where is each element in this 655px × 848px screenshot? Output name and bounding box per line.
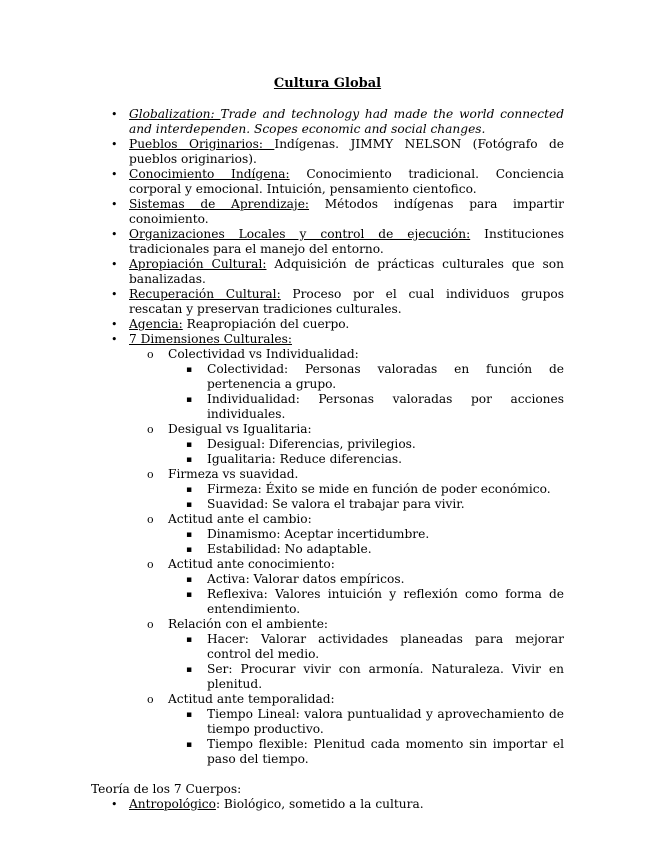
bullet-icon: • (111, 198, 118, 211)
text-agencia: Reapropiación del cuerpo. (182, 317, 350, 331)
dimension-subitem-text: Reflexiva: Valores intuición y reflexión como forma de entendimiento. (207, 587, 564, 616)
square-bullet-icon: ▪ (186, 665, 193, 675)
dimension-label: Actitud ante el cambio: (168, 512, 312, 526)
document-title: Cultura Global (273, 76, 382, 91)
dimension-subitem (0, 482, 655, 497)
dimension-label: Colectividad vs Individualidad: (168, 347, 359, 361)
square-bullet-icon: ▪ (186, 710, 193, 720)
square-bullet-icon: ▪ (186, 455, 193, 465)
dimension-label: Desigual vs Igualitaria: (168, 422, 312, 436)
dimension-subitem (0, 452, 655, 467)
teoria-heading: Teoría de los 7 Cuerpos: (91, 782, 242, 796)
square-bullet-icon: ▪ (186, 545, 193, 555)
dimension-item (0, 692, 655, 707)
list-item-conocimiento (0, 167, 655, 197)
dimension-item (0, 467, 655, 482)
list-item-agencia (0, 317, 655, 332)
circle-bullet-icon: o (147, 468, 154, 481)
dimension-subitem (0, 437, 655, 452)
term-dimensiones: 7 Dimensiones Culturales: (129, 332, 292, 346)
dimension-item (0, 422, 655, 437)
dimension-subitem (0, 362, 655, 392)
term-recuperacion: Recuperación Cultural: (129, 287, 281, 301)
text-recuperacion: Proceso por el cual individuos grupos rescatan y preservan tradiciones culturales. (129, 287, 565, 316)
dimension-label: Actitud ante temporalidad: (168, 692, 335, 706)
bullet-icon: • (111, 333, 118, 346)
circle-bullet-icon: o (147, 558, 154, 571)
bullet-icon: • (111, 258, 118, 271)
square-bullet-icon: ▪ (186, 500, 193, 510)
square-bullet-icon: ▪ (186, 575, 193, 585)
dimension-subitem-text: Activa: Valorar datos empíricos. (207, 572, 405, 586)
dimension-subitem (0, 632, 655, 662)
term-pueblos: Pueblos Originarios: (129, 137, 275, 151)
text-organizaciones: Instituciones tradicionales para el manejo del entorno. (129, 227, 564, 256)
list-item-recuperacion (0, 287, 655, 317)
document-body (0, 107, 655, 812)
dimension-subitem-text: Ser: Procurar vivir con armonía. Naturaleza. Vivir en plenitud. (207, 662, 564, 691)
dimension-subitem-text: Tiempo flexible: Plenitud cada momento sin importar el paso del tiempo. (207, 737, 564, 766)
dimension-item (0, 347, 655, 362)
text-pueblos: Indígenas. JIMMY NELSON (Fotógrafo de pueblos originarios). (129, 137, 564, 166)
bullet-icon: • (111, 288, 118, 301)
dimension-subitem (0, 737, 655, 767)
list-item-organizaciones (0, 227, 655, 257)
bullet-icon: • (111, 798, 118, 811)
list-item-dimensiones (0, 332, 655, 347)
dimension-subitem (0, 497, 655, 512)
bullet-icon: • (111, 228, 118, 241)
dimension-item (0, 512, 655, 527)
dimension-subitem (0, 707, 655, 737)
term-globalization: Globalization: (129, 107, 221, 121)
dimension-subitem (0, 662, 655, 692)
square-bullet-icon: ▪ (186, 485, 193, 495)
term-organizaciones: Organizaciones Locales y control de ejecución: (129, 227, 471, 241)
dimension-subitem-text: Igualitaria: Reduce diferencias. (207, 452, 403, 466)
dimension-subitem-text: Tiempo Lineal: valora puntualidad y aprovechamiento de tiempo productivo. (207, 707, 564, 736)
dimension-subitem-text: Individualidad: Personas valoradas por acciones individuales. (207, 392, 564, 421)
bullet-icon: • (111, 318, 118, 331)
term-antropologico: Antropológico (129, 797, 216, 811)
term-apropiacion: Apropiación Cultural: (129, 257, 267, 271)
square-bullet-icon: ▪ (186, 530, 193, 540)
square-bullet-icon: ▪ (186, 635, 193, 645)
circle-bullet-icon: o (147, 423, 154, 436)
dimension-subitem-text: Desigual: Diferencias, privilegios. (207, 437, 416, 451)
list-item-pueblos (0, 137, 655, 167)
dimension-subitem (0, 392, 655, 422)
dimension-subitem-text: Colectividad: Personas valoradas en función de pertenencia a grupo. (207, 362, 564, 391)
text-sistemas: Métodos indígenas para impartir conoimiento. (129, 197, 564, 226)
list-item-antropologico (0, 797, 655, 812)
text-antropologico: : Biológico, sometido a la cultura. (215, 797, 424, 811)
bullet-icon: • (111, 108, 118, 121)
text-conocimiento: Conocimiento tradicional. Conciencia corporal y emocional. Intuición, pensamiento cientofico. (129, 167, 564, 196)
text-globalization: Trade and technology had made the world connected and interdependen. Scopes economic and social changes. (129, 107, 564, 136)
dimension-label: Actitud ante conocimiento: (168, 557, 335, 571)
dimension-subitem-text: Suavidad: Se valora el trabajar para vivir. (207, 497, 465, 511)
text-apropiacion: Adquisición de prácticas culturales que son banalizadas. (129, 257, 564, 286)
term-conocimiento: Conocimiento Indígena: (129, 167, 290, 181)
circle-bullet-icon: o (147, 348, 154, 361)
dimension-subitem (0, 527, 655, 542)
bullet-icon: • (111, 168, 118, 181)
square-bullet-icon: ▪ (186, 740, 193, 750)
square-bullet-icon: ▪ (186, 395, 193, 405)
dimension-subitem (0, 542, 655, 557)
dimension-subitem-text: Dinamismo: Aceptar incertidumbre. (207, 527, 430, 541)
dimension-subitem (0, 587, 655, 617)
bullet-icon: • (111, 138, 118, 151)
list-item-sistemas (0, 197, 655, 227)
circle-bullet-icon: o (147, 693, 154, 706)
list-item-globalization (0, 107, 655, 137)
dimension-subitem-text: Estabilidad: No adaptable. (207, 542, 372, 556)
dimension-subitem-text: Hacer: Valorar actividades planeadas para mejorar control del medio. (207, 632, 564, 661)
dimension-item (0, 617, 655, 632)
dimension-subitem-text: Firmeza: Éxito se mide en función de poder económico. (207, 482, 551, 496)
circle-bullet-icon: o (147, 618, 154, 631)
list-item-apropiacion (0, 257, 655, 287)
dimension-subitem (0, 572, 655, 587)
square-bullet-icon: ▪ (186, 365, 193, 375)
term-agencia: Agencia: (129, 317, 183, 331)
square-bullet-icon: ▪ (186, 590, 193, 600)
dimension-item (0, 557, 655, 572)
circle-bullet-icon: o (147, 513, 154, 526)
term-sistemas: Sistemas de Aprendizaje: (129, 197, 310, 211)
dimension-label: Firmeza vs suavidad. (168, 467, 299, 481)
square-bullet-icon: ▪ (186, 440, 193, 450)
dimension-label: Relación con el ambiente: (168, 617, 329, 631)
